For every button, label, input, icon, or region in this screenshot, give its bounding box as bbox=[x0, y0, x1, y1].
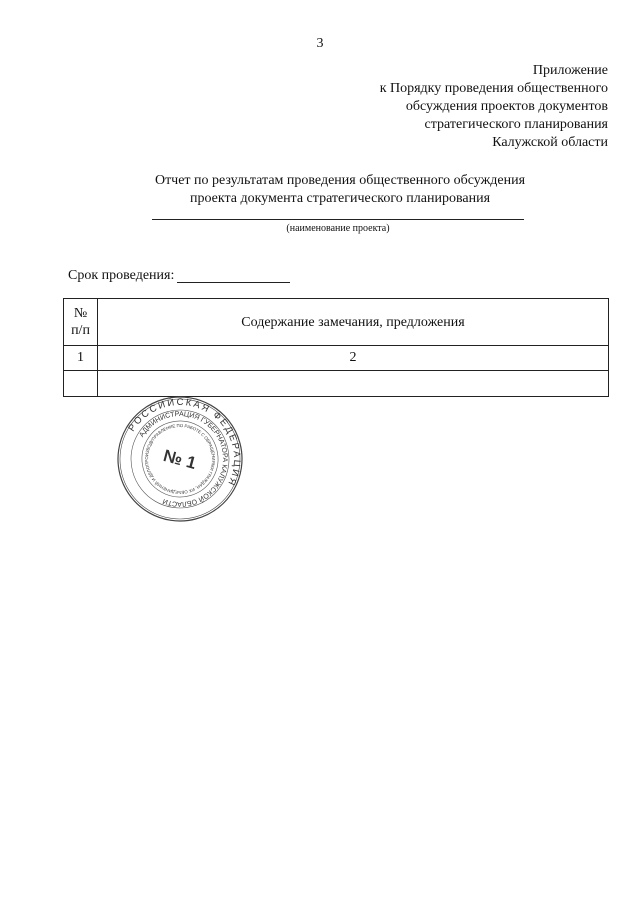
report-title bbox=[0, 172, 640, 208]
header-number: № п/п bbox=[64, 299, 98, 346]
appendix-line: Приложение bbox=[532, 63, 608, 78]
cell: 1 bbox=[64, 346, 98, 371]
project-name-blank bbox=[152, 219, 524, 220]
appendix-line: Калужской области bbox=[492, 135, 608, 150]
appendix-line: к Порядку проведения общественного bbox=[379, 81, 608, 96]
appendix-note bbox=[380, 62, 608, 152]
seal-middle-text: АДМИНИСТРАЦИЯ ГУБЕРНАТОРА КАЛУЖСКОЙ ОБЛАСТИ bbox=[138, 410, 229, 508]
official-seal bbox=[110, 392, 250, 527]
comments-table bbox=[63, 298, 609, 397]
header-content: Содержание замечания, предложения bbox=[98, 299, 609, 346]
table-header-row bbox=[64, 299, 609, 346]
cell bbox=[64, 371, 98, 397]
appendix-line: стратегического планирования bbox=[424, 117, 608, 132]
page-number: 3 bbox=[316, 36, 324, 51]
title-line: Отчет по результатам проведения общественного обсуждения bbox=[154, 173, 526, 188]
appendix-line: обсуждения проектов документов bbox=[405, 99, 608, 114]
seal-inner-text: УПРАВЛЕНИЕ ПО РАБОТЕ С ОБРАЩЕНИЯМИ ГРАЖДАН, ИХ ОБЪЕДИНЕНИЙ И ДЕЛОПРОИЗВОДСТВА bbox=[143, 422, 217, 496]
term-blank bbox=[177, 282, 290, 283]
seal-number: № 1 bbox=[161, 446, 199, 473]
title-line: проекта документа стратегического планирования bbox=[189, 191, 491, 206]
seal-outer-text: РОССИЙСКАЯ ФЕДЕРАЦИЯ bbox=[126, 396, 243, 489]
project-name-caption: (наименование проекта) bbox=[286, 223, 390, 234]
cell: 2 bbox=[98, 346, 609, 371]
table-row bbox=[64, 346, 609, 371]
term-label: Срок проведения: bbox=[68, 268, 175, 283]
